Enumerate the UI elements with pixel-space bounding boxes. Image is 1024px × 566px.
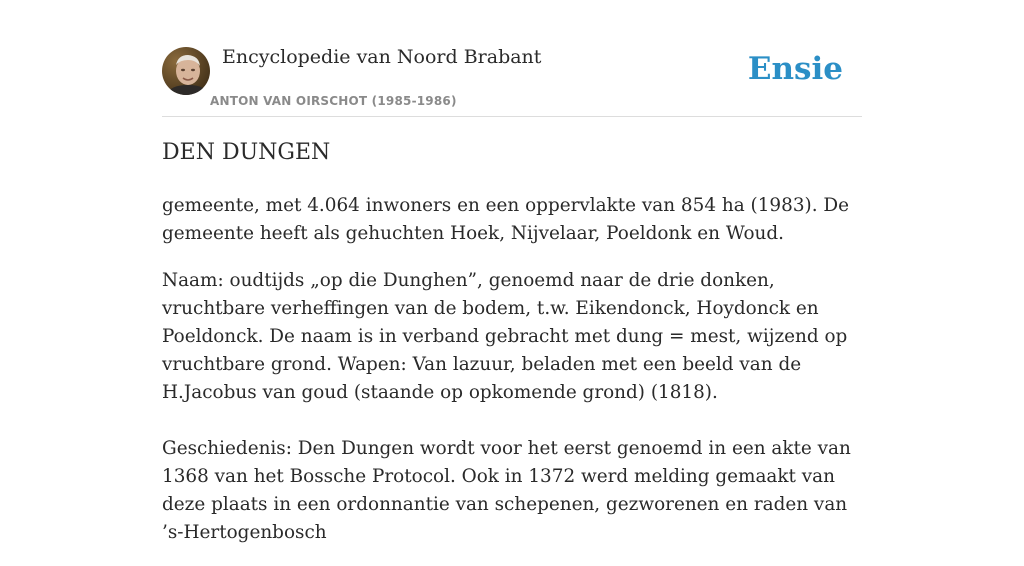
avatar-portrait-icon [162,47,210,95]
paragraph: Naam: oudtijds „op die Dunghen”, genoemd naar de drie donken, vruchtbare verheffingen van de bodem, t.w. Eikendonck, Hoydonck en Poeldonck. De naam is in verband gebracht met dung = mest, wijzend op vruchtbare grond. Wapen: Van lazuur, beladen met een beeld van de H.Jacobus van goud (staande op opkomende grond) (1818). [162,270,848,403]
brand-logo[interactable]: Ensie [747,51,843,87]
header [162,0,862,117]
page [162,0,862,543]
entry-title: DEN DUNGEN [162,140,331,165]
paragraph: gemeente, met 4.064 inwoners en een oppervlakte van 854 ha (1983). De gemeente heeft als gehuchten Hoek, Nijvelaar, Poeldonk en Woud. [162,195,850,244]
author-avatar[interactable] [162,47,210,95]
author-name[interactable]: ANTON VAN OIRSCHOT (1985-1986) [210,94,457,108]
book-title[interactable]: Encyclopedie van Noord Brabant [222,46,542,68]
article-body [162,192,862,566]
paragraph: Geschiedenis: Den Dungen wordt voor het eerst genoemd in een akte van 1368 van het Bossche Protocol. Ook in 1372 werd melding gemaakt van deze plaats in een ordonnantie van schepenen, gezworenen en raden van ’s-Hertogenbosch [162,438,851,543]
